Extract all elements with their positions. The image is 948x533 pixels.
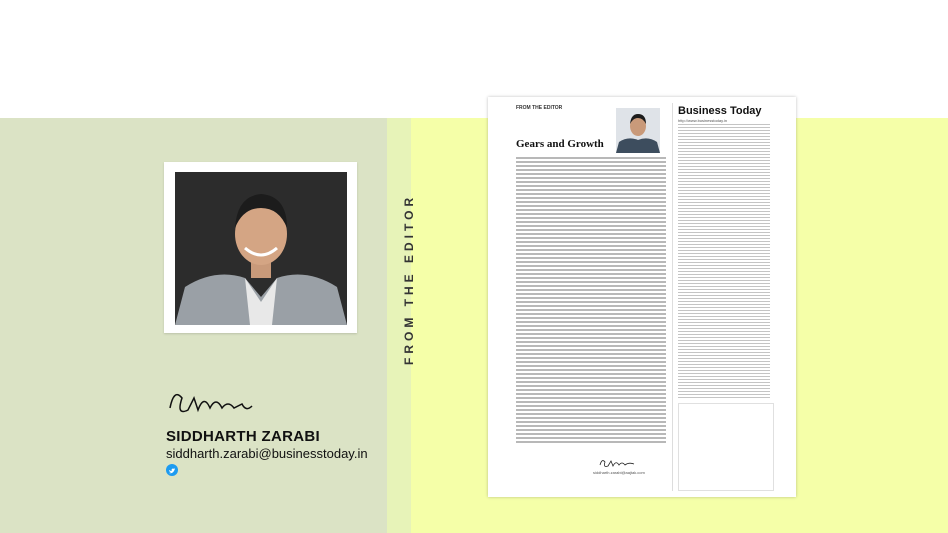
twitter-icon[interactable] (166, 464, 178, 476)
author-signature (166, 386, 256, 418)
masthead-url: http://www.businesstoday.in (678, 118, 728, 123)
masthead-title: Business Today (678, 105, 762, 117)
magazine-body-text (516, 157, 666, 467)
author-email[interactable]: siddharth.zarabi@businesstoday.in (166, 446, 368, 461)
author-photo (175, 172, 347, 325)
magazine-kicker: FROM THE EDITOR (516, 105, 563, 111)
section-label: FROM THE EDITOR (402, 193, 416, 365)
magazine-page (488, 97, 796, 497)
masthead-column (672, 103, 777, 491)
author-photo-frame (164, 162, 357, 333)
magazine-footer-email: siddharth.zarabi@aajtak.com (593, 470, 645, 475)
masthead-info-box (678, 403, 774, 491)
magazine-headline: Gears and Growth (516, 138, 604, 150)
magazine-signature (598, 457, 638, 469)
author-name: SIDDHARTH ZARABI (166, 428, 320, 445)
masthead-credits (678, 124, 770, 400)
magazine-portrait (616, 108, 660, 153)
